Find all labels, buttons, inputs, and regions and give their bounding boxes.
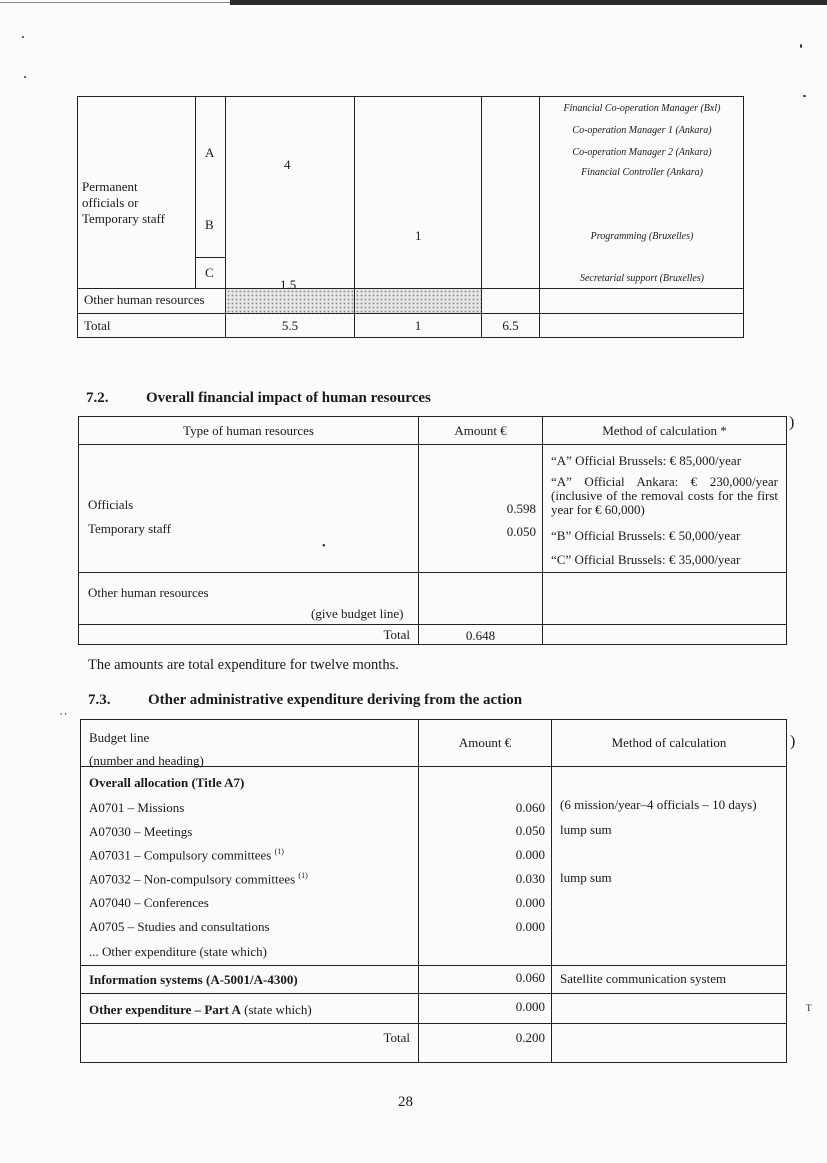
other-hr-cell — [79, 573, 419, 625]
admin-total-label: Total — [81, 1024, 419, 1063]
category-c: C — [205, 265, 214, 280]
item-amount: 0.000 — [515, 895, 545, 910]
scan-speck — [800, 44, 802, 48]
item-amount: 0.000 — [515, 919, 545, 934]
item-method: (6 mission/year–4 officials – 10 days) — [560, 797, 757, 812]
header-method: Method of calculation * — [543, 417, 787, 445]
staff-total-col3: 6.5 — [482, 314, 540, 338]
staff-col2-b: 1 — [415, 228, 422, 243]
staff-roles-cell — [540, 97, 744, 289]
other-expenditure-amount: 0.000 — [419, 994, 552, 1024]
method-line: “B” Official Brussels: € 50,000/year — [551, 528, 741, 543]
staff-col3-cell — [482, 97, 540, 289]
scan-speck — [22, 36, 24, 38]
category-b: B — [205, 217, 214, 232]
hr-type-officials: Officials — [88, 497, 134, 512]
method-line: “A” Official Ankara: € 230,000/year (inclusive of the removal costs for the first year for € 60,000) — [551, 474, 778, 517]
item-method: lump sum — [560, 822, 612, 837]
hr-type-temporary: Temporary staff — [88, 521, 171, 536]
item-amount: 0.060 — [515, 800, 545, 815]
item-label: A07040 – Conferences — [89, 895, 209, 910]
budget-line-note: (give budget line) — [311, 606, 404, 621]
header-budget-line — [81, 720, 419, 767]
item-label: A07030 – Meetings — [89, 824, 193, 839]
staff-total-col1: 5.5 — [226, 314, 355, 338]
staff-table — [77, 96, 744, 338]
section-title: Overall financial impact of human resources — [146, 390, 431, 406]
allocation-labels-cell — [81, 767, 419, 966]
info-systems-label: Information systems (A-5001/A-4300) — [81, 966, 419, 994]
item-label: A0705 – Studies and consultations — [89, 919, 270, 934]
hr-total-label: Total — [79, 625, 419, 645]
page-number: 28 — [398, 1094, 413, 1110]
header-budget-line-sub: (number and heading) — [89, 753, 204, 768]
allocation-amounts-cell — [419, 767, 552, 966]
staff-col1-cell — [226, 97, 355, 292]
scan-top-edge — [0, 0, 827, 6]
hr-financial-table — [78, 416, 787, 645]
footnote-marker: (1) — [298, 871, 308, 880]
staff-row-label-line: officials or — [82, 195, 139, 210]
role-item: Secretarial support (Bruxelles) — [579, 273, 705, 284]
other-expenditure-rest: (state which) — [240, 1002, 312, 1017]
hatched-cell — [355, 289, 482, 314]
other-hr-label: Other human resources — [78, 289, 226, 314]
other-expenditure-bold: Other expenditure – Part A — [89, 1002, 241, 1017]
item-amount: 0.000 — [515, 847, 545, 862]
staff-col1-c: 1.5 — [280, 277, 297, 292]
item-amount: 0.030 — [515, 871, 545, 886]
scan-speck — [803, 95, 806, 97]
staff-col1-a: 4 — [284, 157, 291, 172]
info-systems-method: Satellite communication system — [552, 966, 787, 994]
allocation-methods-cell — [552, 767, 787, 966]
section-number: 7.2. — [86, 390, 109, 406]
item-method: lump sum — [560, 870, 612, 885]
staff-row-label-line: Temporary staff — [82, 211, 165, 226]
admin-expenditure-table — [80, 719, 787, 1063]
scan-mark: , , — [60, 706, 67, 716]
role-item: Financial Controller (Ankara) — [581, 167, 703, 178]
footnote-marker: (1) — [274, 847, 284, 856]
hr-amounts-cell — [419, 445, 543, 573]
item-label-row — [89, 847, 284, 863]
header-amount: Amount € — [419, 417, 543, 445]
hr-types-cell — [79, 445, 419, 573]
item-label: A07031 – Compulsory committees — [89, 847, 272, 863]
amount-officials: 0.598 — [506, 501, 536, 516]
role-item: Programming (Bruxelles) — [590, 231, 694, 242]
section-title: Other administrative expenditure deriving from the action — [148, 692, 523, 708]
category-cell — [196, 97, 226, 289]
section-7-3-heading — [88, 692, 522, 709]
method-line: “A” Official Brussels: € 85,000/year — [551, 453, 742, 468]
other-hr-label: Other human resources — [88, 585, 209, 600]
other-state-which: ... Other expenditure (state which) — [89, 944, 267, 959]
role-item: Co-operation Manager 2 (Ankara) — [572, 147, 712, 158]
scan-speck — [24, 76, 26, 78]
info-systems-amount: 0.060 — [419, 966, 552, 994]
category-a: A — [205, 145, 215, 160]
item-label: A07032 – Non-compulsory committees — [89, 871, 296, 887]
staff-total-label: Total — [78, 314, 226, 338]
header-type: Type of human resources — [79, 417, 419, 445]
item-label-row — [89, 871, 308, 887]
header-method: Method of calculation — [552, 720, 787, 767]
role-item: Financial Co-operation Manager (Bxl) — [563, 103, 721, 114]
section-number: 7.3. — [88, 692, 111, 708]
staff-row-label-cell — [78, 97, 196, 289]
scan-mark: ) — [790, 733, 796, 750]
item-amount: 0.050 — [515, 823, 545, 838]
header-budget-line-title: Budget line — [89, 730, 150, 745]
amount-temporary: 0.050 — [506, 524, 536, 539]
role-item: Co-operation Manager 1 (Ankara) — [572, 125, 712, 136]
hr-methods-cell — [543, 445, 787, 573]
other-expenditure-label — [81, 994, 419, 1024]
header-amount: Amount € — [419, 720, 552, 767]
hr-total-value: 0.648 — [419, 625, 543, 645]
scan-mark: T — [806, 1003, 812, 1013]
staff-total-col2: 1 — [355, 314, 482, 338]
method-line: “C” Official Brussels: € 35,000/year — [551, 552, 741, 567]
staff-col2-cell — [355, 97, 482, 289]
scan-mark: • — [322, 541, 326, 552]
staff-row-label-line: Permanent — [82, 179, 138, 194]
overall-allocation-label: Overall allocation (Title A7) — [89, 775, 245, 790]
admin-total-value: 0.200 — [419, 1024, 552, 1063]
scan-mark: ) — [789, 414, 795, 431]
item-label: A0701 – Missions — [89, 800, 185, 815]
section-7-2-heading — [86, 390, 431, 407]
amounts-note: The amounts are total expenditure for twelve months. — [88, 657, 399, 673]
